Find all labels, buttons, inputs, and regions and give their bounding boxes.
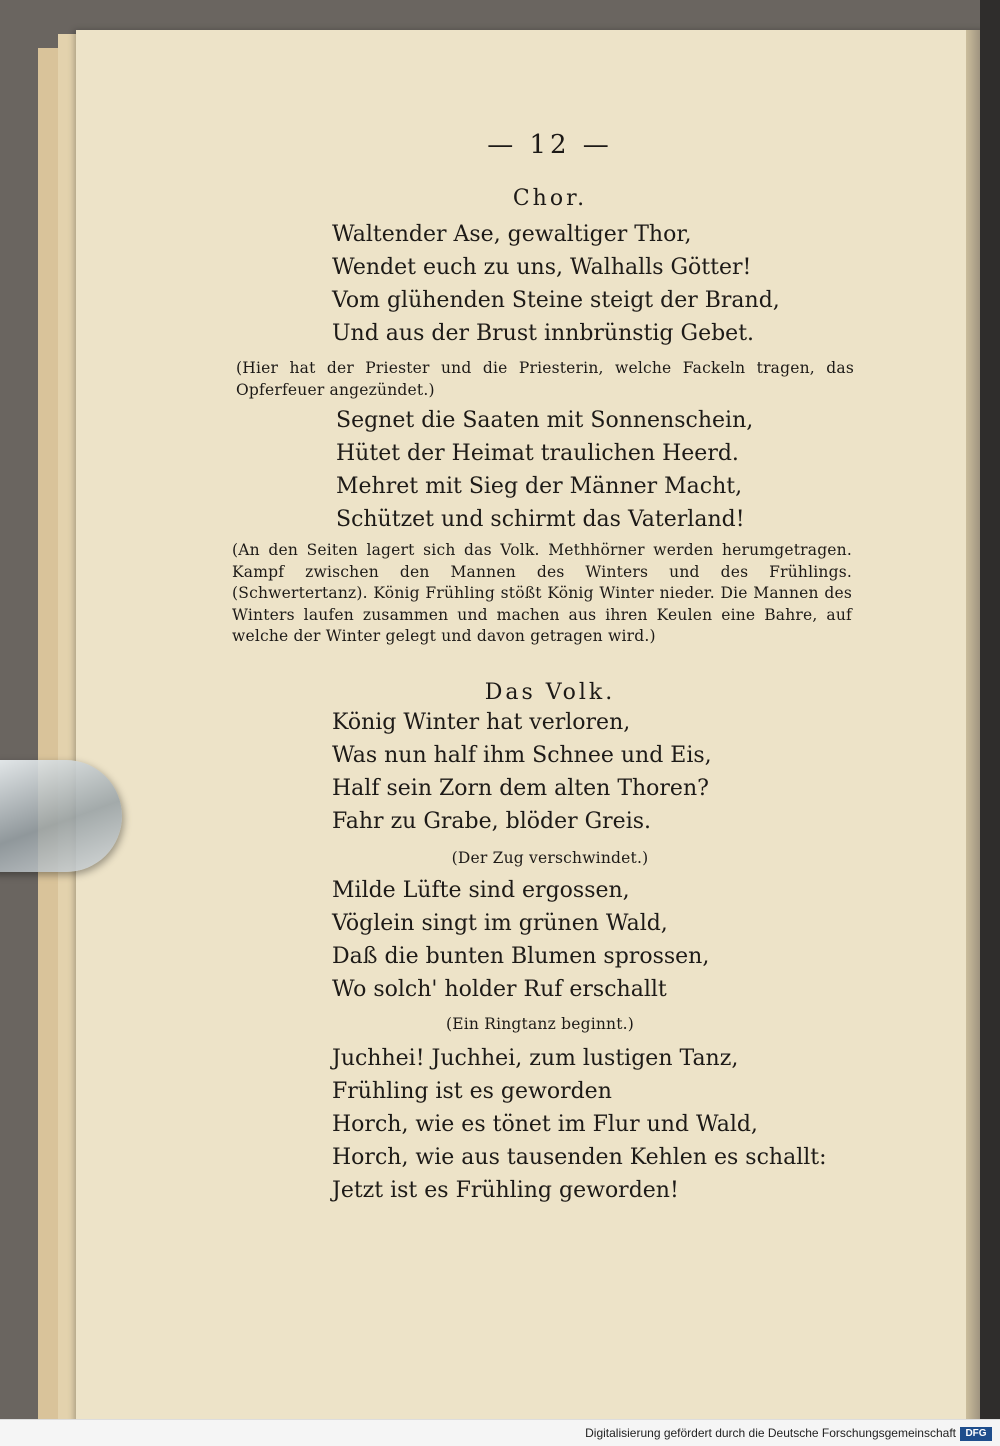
verse-line: Daß die bunten Blumen sprossen, — [332, 944, 710, 969]
verse-line: Vöglein singt im grünen Wald, — [332, 911, 668, 936]
verse-block-3 — [332, 706, 852, 838]
dfg-logo: DFG — [960, 1427, 992, 1441]
verse-line: Milde Lüfte sind ergossen, — [332, 878, 630, 903]
verse-line: Frühling ist es geworden — [332, 1079, 612, 1104]
verse-line: Waltender Ase, gewaltiger Thor, — [332, 222, 692, 247]
verse-block-5 — [332, 1042, 852, 1207]
page-clip — [0, 760, 122, 872]
verse-line: Hütet der Heimat traulichen Heerd. — [336, 441, 739, 466]
verse-line: Wo solch' holder Ruf erschallt — [332, 977, 667, 1002]
verse-line: Half sein Zorn dem alten Thoren? — [332, 776, 709, 801]
verse-line: Juchhei! Juchhei, zum lustigen Tanz, — [332, 1046, 739, 1071]
stage-direction: (Hier hat der Priester und die Priesterin, welche Fackeln tragen, das Opferfeuer angezündet.) — [236, 359, 854, 399]
verse-block-1 — [332, 218, 852, 350]
scanner-border — [980, 0, 1000, 1446]
page-edge — [966, 30, 980, 1428]
verse-line: Horch, wie es tönet im Flur und Wald, — [332, 1112, 758, 1137]
verse-line: Jetzt ist es Frühling geworden! — [332, 1178, 679, 1203]
footer-bar — [0, 1419, 1000, 1446]
verse-line: König Winter hat verloren, — [332, 710, 631, 735]
stage-direction: (An den Seiten lagert sich das Volk. Methhörner werden herumgetragen. Kampf zwischen den Mannen des Winters und des Frühlings. (Schwertertanz). König Frühling stößt König Winter nieder. Die Mannen des Winters laufen zusammen und machen aus ihren Keulen eine Bahre, auf welche der Winter gelegt und davon getragen wird.) — [232, 541, 852, 645]
verse-line: Mehret mit Sieg der Männer Macht, — [336, 474, 743, 499]
verse-block-2 — [336, 404, 856, 536]
verse-line: Fahr zu Grabe, blöder Greis. — [332, 809, 652, 834]
verse-line: Schützet und schirmt das Vaterland! — [336, 507, 745, 532]
verse-block-4 — [332, 874, 852, 1006]
verse-line: Was nun half ihm Schnee und Eis, — [332, 743, 712, 768]
verse-line: Segnet die Saaten mit Sonnenschein, — [336, 408, 754, 433]
page-number: — 12 — — [487, 130, 613, 160]
stage-direction: (Der Zug verschwindet.) — [451, 849, 649, 867]
verse-line: Horch, wie aus tausenden Kehlen es schallt: — [332, 1145, 827, 1170]
verse-line: Vom glühenden Steine steigt der Brand, — [332, 288, 780, 313]
speaker-chor: Chor. — [512, 186, 588, 211]
verse-line: Wendet euch zu uns, Walhalls Götter! — [332, 255, 752, 280]
stage-direction: (Ein Ringtanz beginnt.) — [445, 1015, 635, 1033]
footer-credit: Digitalisierung gefördert durch die Deutsche Forschungsgemeinschaft — [585, 1426, 956, 1440]
speaker-volk: Das Volk. — [484, 680, 616, 705]
verse-line: Und aus der Brust innbrünstig Gebet. — [332, 321, 755, 346]
